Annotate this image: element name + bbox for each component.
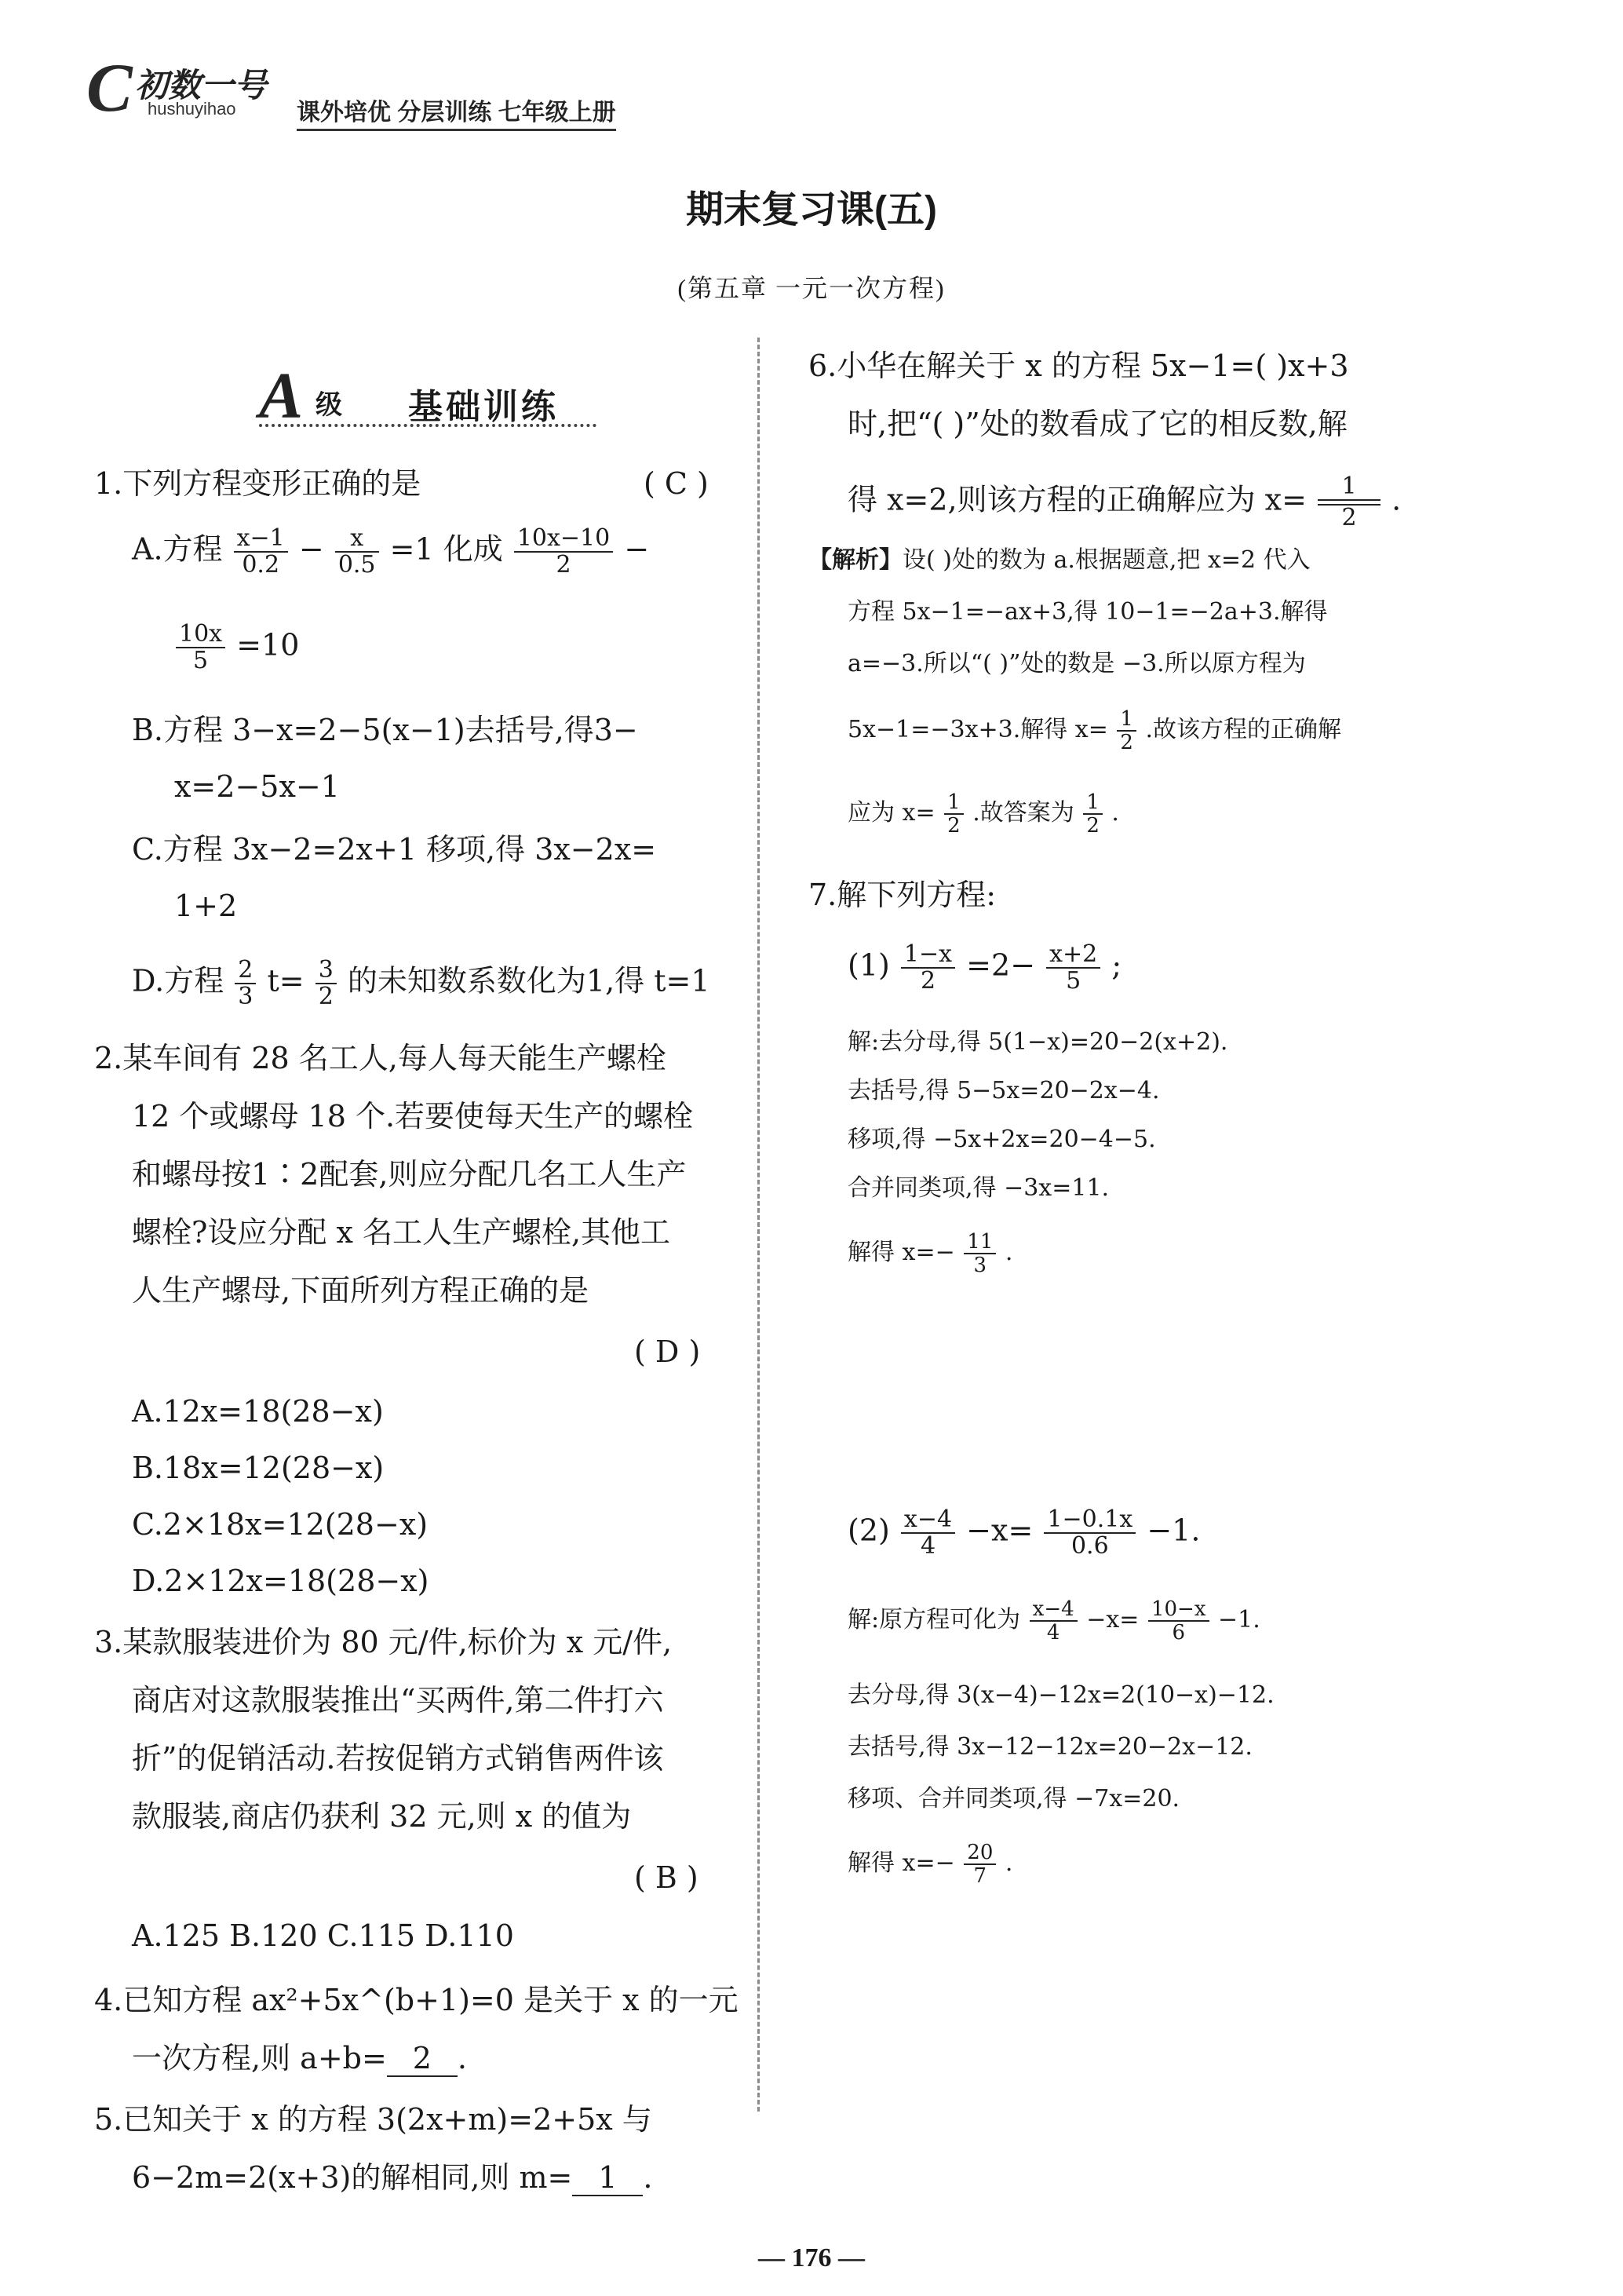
frac-num: 1−0.1x (1044, 1507, 1136, 1534)
q1-option-a (132, 526, 649, 578)
frac-num: 20 (964, 1842, 996, 1865)
page-number: — 176 — (758, 2243, 865, 2272)
q4-answer-blank: 2 (387, 2041, 458, 2077)
q4-line2 (132, 2041, 467, 2077)
frac-den: 0.2 (242, 551, 280, 579)
q7-p2-s1-text: 解:原方程可化为 (848, 1606, 1021, 1633)
q1-a-label: A.方程 (132, 531, 223, 567)
q7-p2-step4: 移项、合并同类项,得 −7x=20. (848, 1785, 1180, 1812)
q6-answer-blank (1318, 474, 1380, 531)
q2-line4: 螺栓?设应分配 x 名工人生产螺栓,其他工 (132, 1215, 671, 1250)
q7-p1-step2: 去括号,得 5−5x=20−2x−4. (848, 1077, 1160, 1104)
q2-line2: 12 个或螺母 18 个.若要使每天生产的螺栓 (132, 1099, 694, 1133)
frac-num: 10−x (1148, 1598, 1209, 1622)
q1-a-tail: =10 (236, 627, 300, 663)
q1-option-c-line1: C.方程 3x−2=2x+1 移项,得 3x−2x= (132, 832, 657, 867)
q6-s4-tail: .故该方程的正确解 (1145, 716, 1342, 743)
q7-p1-step1: 解:去分母,得 5(1−x)=20−2(x+2). (848, 1028, 1228, 1056)
frac-num: 1 (1083, 791, 1103, 815)
frac-den: 4 (920, 1532, 936, 1560)
section-banner (259, 360, 596, 433)
q6-s5-tail: . (1111, 799, 1119, 827)
frac-den: 2 (556, 551, 571, 579)
q3-line2: 商店对这款服装推出“买两件,第二件打六 (132, 1683, 664, 1717)
q7-p1-s5-frac (964, 1231, 996, 1276)
q1-a-op2: − (624, 531, 650, 567)
q5-answer-blank: 1 (572, 2160, 643, 2196)
q2-line3: 和螺母按1∶2配套,则应分配几名工人生产 (132, 1157, 687, 1192)
q4-period: . (457, 2041, 467, 2075)
frac-num: 10x (176, 622, 225, 648)
frac-num: 1 (1117, 708, 1136, 732)
frac-num: 11 (964, 1231, 996, 1254)
frac-den: 2 (1318, 504, 1380, 531)
q7-p1-step5 (848, 1231, 1012, 1276)
q7-p1-label: (1) (848, 947, 890, 983)
logo-pinyin: hushuyihao (148, 99, 236, 119)
logo-title: 初数一号 (135, 67, 268, 104)
q7-p2-step5 (848, 1842, 1012, 1887)
q6-solution-line5 (848, 791, 1119, 837)
frac-num: x+2 (1046, 942, 1100, 969)
frac-den: 2 (318, 983, 334, 1010)
q4-text: 一次方程,则 a+b= (132, 2041, 387, 2075)
q2-option-d: D.2×12x=18(28−x) (132, 1564, 429, 1598)
q7-p2-s5-frac (964, 1842, 996, 1887)
q5-text: 6−2m=2(x+3)的解相同,则 m= (132, 2160, 573, 2195)
q1-a-eq: =1 化成 (389, 531, 503, 567)
q7-p1-s5-tail: . (1005, 1239, 1013, 1266)
frac-num: x (335, 526, 379, 553)
q4-line1: 4.已知方程 ax²+5x^(b+1)=0 是关于 x 的一元 (94, 1983, 739, 2017)
q7-p1-mid: =2− (966, 947, 1036, 983)
frac-den: 2 (920, 967, 936, 995)
q2-option-b: B.18x=12(28−x) (132, 1451, 385, 1485)
q6-solution-line4 (848, 708, 1341, 754)
q1-a-frac1 (234, 526, 288, 578)
q2-line1: 2.某车间有 28 名工人,每人每天能生产螺栓 (94, 1041, 666, 1075)
q7-p2-s1-mid: −x= (1086, 1606, 1140, 1633)
q6-s1: 设( )处的数为 a.根据题意,把 x=2 代入 (903, 546, 1311, 574)
banner-underline (259, 424, 596, 427)
q1-a-frac4 (176, 622, 225, 673)
q6-period: . (1391, 482, 1402, 517)
q1-d-label: D.方程 (132, 963, 224, 998)
q6-solution-line2: 方程 5x−1=−ax+3,得 10−1=−2a+3.解得 (848, 598, 1328, 626)
frac-num: x−4 (1030, 1598, 1078, 1622)
q1-option-d (132, 958, 710, 1009)
q1-a-frac3 (514, 526, 613, 578)
frac-num: x−1 (234, 526, 288, 553)
frac-num: 1 (944, 791, 964, 815)
q7-p1-tail: ; (1111, 947, 1122, 983)
publisher-logo (86, 49, 322, 124)
banner-letter: A (259, 360, 304, 433)
q2-answer: ( D ) (634, 1334, 701, 1369)
q7-part1 (848, 942, 1122, 994)
q6-s5-frac1 (944, 791, 964, 837)
frac-den: 3 (238, 983, 253, 1010)
q7-p2-step2: 去分母,得 3(x−4)−12x=2(10−x)−12. (848, 1681, 1275, 1709)
q3-line3: 折”的促销活动.若按促销方式销售两件该 (132, 1741, 664, 1776)
q5-line1: 5.已知关于 x 的方程 3(2x+m)=2+5x 与 (94, 2102, 652, 2137)
header-subtitle: 课外培优 分层训练 七年级上册 (297, 93, 616, 131)
q1-d-mid: t= (267, 963, 305, 998)
q7-p2-tail: −1. (1147, 1513, 1201, 1548)
q6-line1: 6.小华在解关于 x 的方程 5x−1=( )x+3 (808, 349, 1349, 383)
q7-p2-s5-text: 解得 x=− (848, 1849, 955, 1877)
page-title: 期末复习课(五) (686, 189, 937, 231)
analysis-tag: 【解析】 (808, 546, 903, 574)
q6-text: 得 x=2,则该方程的正确解应为 x= (848, 482, 1307, 517)
q7-p1-frac1 (901, 942, 955, 994)
q3-line1: 3.某款服装进价为 80 元/件,标价为 x 元/件, (94, 1625, 673, 1659)
q6-s5-mid: .故答案为 (972, 799, 1074, 827)
frac-num: 1−x (901, 942, 955, 969)
q7-p2-s1-frac1 (1030, 1598, 1078, 1644)
q7-stem: 7.解下列方程: (808, 878, 997, 912)
q7-p1-step3: 移项,得 −5x+2x=20−4−5. (848, 1126, 1156, 1153)
q5-line2 (132, 2160, 652, 2196)
q6-s4-frac (1117, 708, 1136, 754)
frac-num: 3 (315, 958, 337, 984)
q7-p2-frac2 (1044, 1507, 1136, 1559)
q2-option-a: A.12x=18(28−x) (132, 1394, 384, 1429)
q7-p1-step4: 合并同类项,得 −3x=11. (848, 1174, 1110, 1202)
frac-den: 0.6 (1070, 1532, 1109, 1560)
q3-line4: 款服装,商店仍获利 32 元,则 x 的值为 (132, 1799, 632, 1834)
q1-d-tail: 的未知数系数化为1,得 t=1 (347, 963, 710, 998)
q1-option-b-line1: B.方程 3−x=2−5(x−1)去括号,得3− (132, 713, 638, 747)
q5-period: . (643, 2160, 653, 2195)
column-divider (757, 338, 760, 2112)
q3-answer: ( B ) (634, 1860, 698, 1895)
q1-d-frac2 (315, 958, 337, 1009)
q7-part2 (848, 1507, 1200, 1559)
frac-den: 5 (193, 647, 209, 674)
q6-solution-line1 (808, 546, 1311, 575)
q2-option-c: C.2×18x=12(28−x) (132, 1507, 429, 1542)
chapter-label: (第五章 一元一次方程) (677, 274, 946, 302)
q7-p2-frac1 (901, 1507, 955, 1559)
q1-d-frac1 (235, 958, 256, 1009)
q1-a-op: − (298, 531, 324, 567)
q1-a-frac2 (335, 526, 379, 578)
q6-solution-line3: a=−3.所以“( )”处的数是 −3.所以原方程为 (848, 650, 1306, 677)
q6-s5-frac2 (1083, 791, 1103, 837)
frac-den: 7 (973, 1864, 987, 1888)
q6-line3 (848, 474, 1401, 531)
q7-p1-frac2 (1046, 942, 1100, 994)
banner-title: 基础训练 (408, 388, 559, 426)
q7-p2-s1-frac2 (1148, 1598, 1209, 1644)
frac-num: 10x−10 (514, 526, 613, 553)
q7-p2-label: (2) (848, 1513, 890, 1548)
q6-line2: 时,把“( )”处的数看成了它的相反数,解 (848, 407, 1348, 441)
frac-den: 5 (1066, 967, 1081, 995)
q6-s4-text: 5x−1=−3x+3.解得 x= (848, 716, 1108, 743)
q7-p1-s5-text: 解得 x=− (848, 1239, 955, 1266)
frac-num: x−4 (901, 1507, 955, 1534)
q1-option-a-cont (174, 622, 299, 673)
frac-num: 2 (235, 958, 256, 984)
q1-answer: ( C ) (644, 466, 709, 501)
frac-den: 6 (1172, 1621, 1185, 1644)
frac-den: 0.5 (337, 551, 376, 579)
q1-stem: 1.下列方程变形正确的是 (94, 466, 421, 501)
frac-den: 4 (1046, 1621, 1060, 1644)
frac-den: 2 (1086, 814, 1100, 838)
q1-option-c-line2: 1+2 (174, 889, 238, 923)
frac-den: 2 (947, 814, 961, 838)
logo-letter: C (86, 50, 133, 126)
frac-den: 3 (973, 1254, 987, 1277)
q7-p2-mid: −x= (966, 1513, 1034, 1548)
q7-p2-s5-tail: . (1005, 1849, 1013, 1877)
q7-p2-step3: 去括号,得 3x−12−12x=20−2x−12. (848, 1733, 1253, 1761)
banner-level: 级 (315, 390, 342, 420)
q7-p2-step1 (848, 1598, 1260, 1644)
q7-p2-s1-tail: −1. (1218, 1606, 1260, 1633)
q6-s5-text: 应为 x= (848, 799, 936, 827)
q3-options: A.125 B.120 C.115 D.110 (132, 1918, 514, 1953)
frac-den: 2 (1120, 731, 1133, 754)
q2-line5: 人生产螺母,下面所列方程正确的是 (132, 1273, 589, 1308)
q1-option-b-line2: x=2−5x−1 (174, 769, 340, 804)
frac-num: 1 (1318, 474, 1380, 501)
